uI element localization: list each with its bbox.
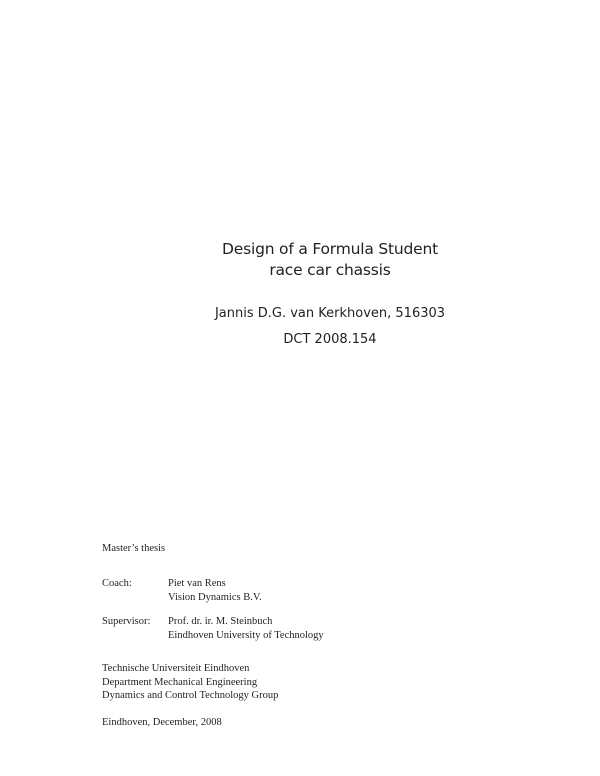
supervisor-affiliation: Eindhoven University of Technology — [168, 629, 324, 641]
author-line: Jannis D.G. van Kerkhoven, 516303 — [214, 306, 446, 321]
supervisor-name: Prof. dr. ir. M. Steinbuch — [168, 616, 273, 627]
coach-label: Coach: — [102, 578, 132, 589]
university-name: Technische Universiteit Eindhoven — [102, 663, 250, 674]
group-name: Dynamics and Control Technology Group — [102, 690, 279, 701]
supervisor-details — [168, 615, 324, 642]
place-date: Eindhoven, December, 2008 — [102, 717, 222, 728]
institution-block — [102, 662, 278, 703]
thesis-title — [30, 239, 600, 281]
thesis-title-line-1: Design of a Formula Student — [222, 240, 438, 258]
thesis-title-line-2: race car chassis — [269, 261, 391, 279]
coach-affiliation: Vision Dynamics B.V. — [168, 591, 262, 603]
coach-details — [168, 577, 262, 604]
thesis-type: Master’s thesis — [102, 543, 166, 554]
supervisor-label: Supervisor: — [102, 616, 151, 627]
department-name: Department Mechanical Engineering — [102, 676, 258, 688]
report-number: DCT 2008.154 — [283, 332, 377, 347]
coach-name: Piet van Rens — [168, 578, 226, 589]
